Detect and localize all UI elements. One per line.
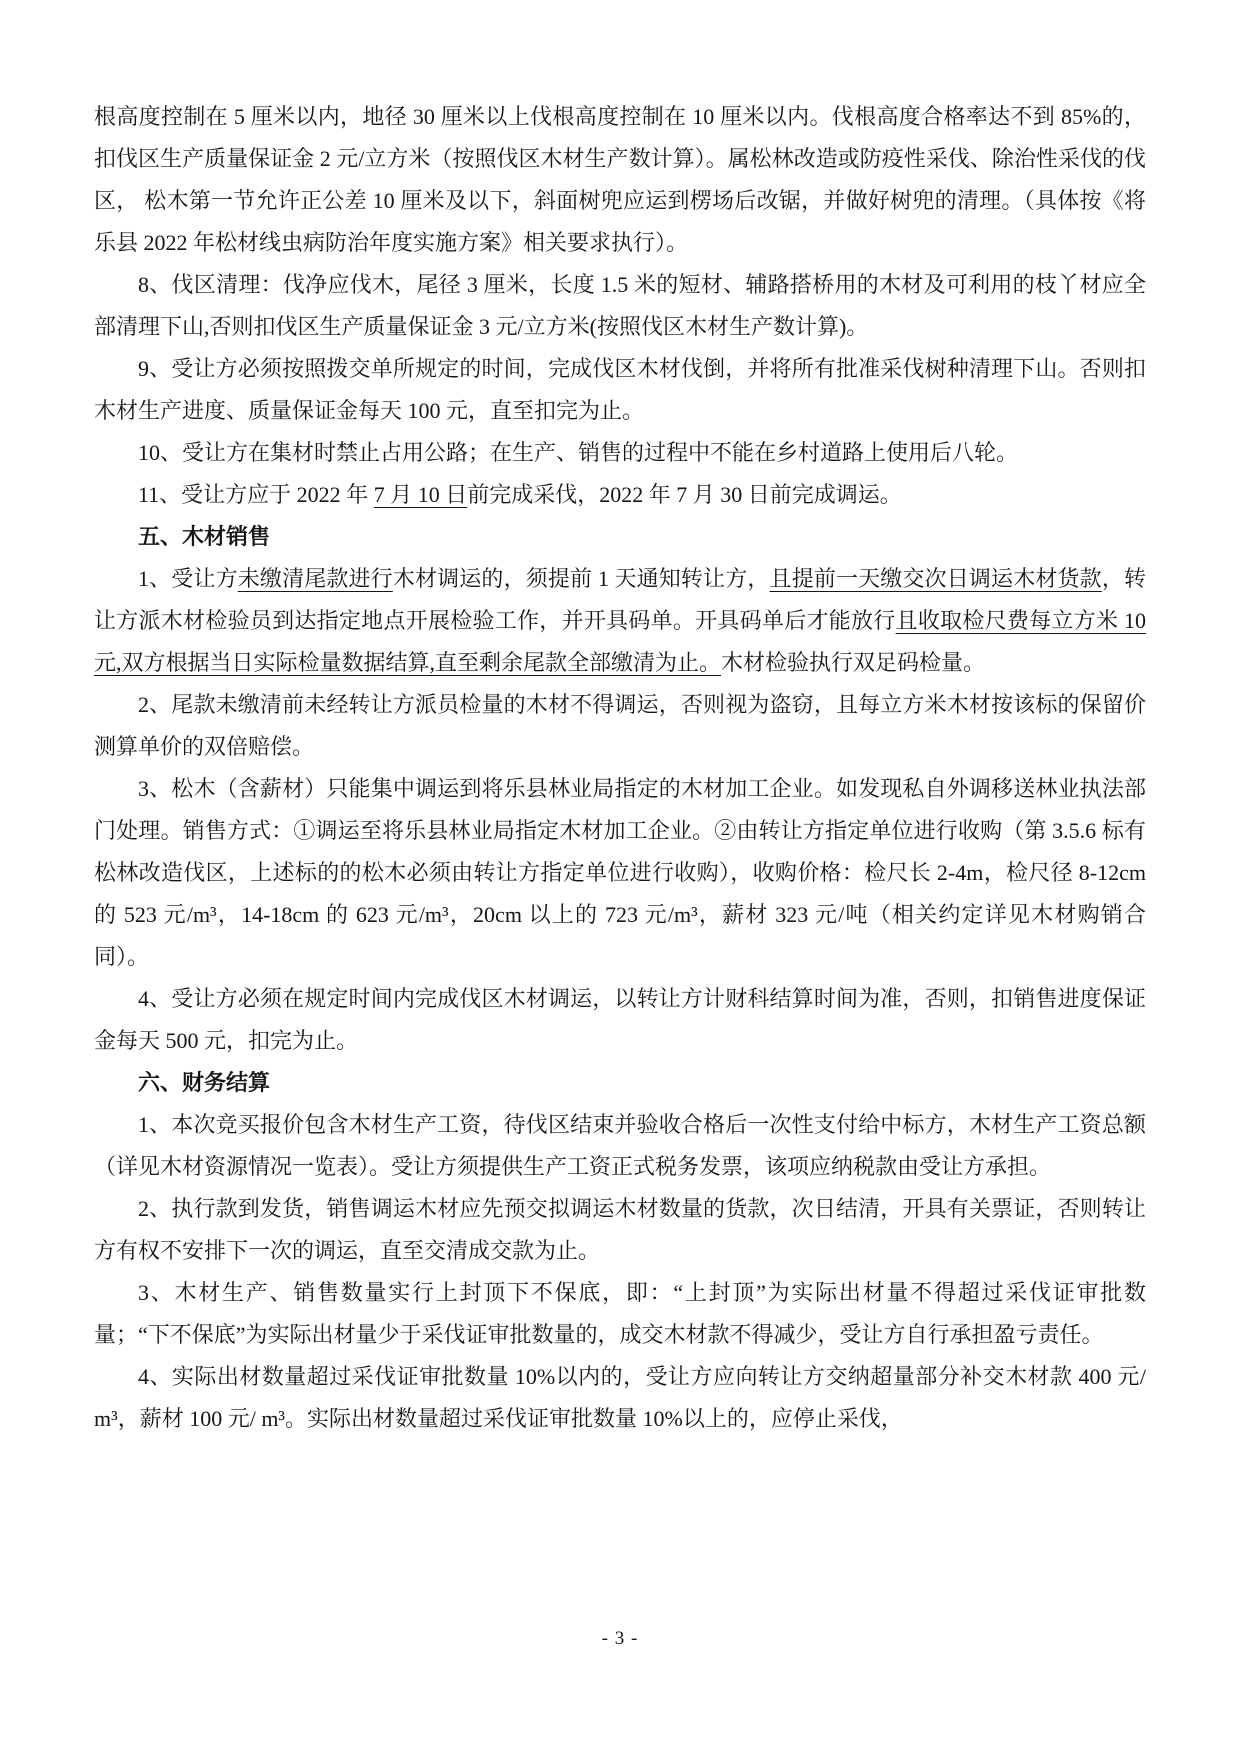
text-segment: 4、受让方必须在规定时间内完成伐区木材调运，以转让方计财科结算时间为准，否则，扣销售进度保证金每天 500 元，扣完为止。 — [94, 986, 1146, 1053]
document-body — [94, 96, 1146, 1440]
underlined-text: 且收取检尺费每立方米 10 元,双方根据当日实际检量数据结算,直至剩余尾款全部缴清为止。 — [94, 608, 1146, 675]
section-heading — [94, 516, 1146, 558]
underlined-text: 且提前一天缴交次日调运木材货款 — [769, 566, 1102, 591]
text-segment: 1、受让方 — [138, 566, 238, 591]
paragraph — [94, 1104, 1146, 1188]
paragraph — [94, 96, 1146, 264]
text-segment: 1、本次竞买报价包含木材生产工资，待伐区结束并验收合格后一次性支付给中标方，木材生产工资总额（详见木材资源情况一览表）。受让方须提供生产工资正式税务发票，该项应纳税款由受让方承担。 — [94, 1112, 1146, 1179]
text-segment: 3、木材生产、销售数量实行上封顶下不保底，即：“上封顶”为实际出材量不得超过采伐证审批数量；“下不保底”为实际出材量少于采伐证审批数量的，成交木材款不得减少，受让方自行承担盈亏责任。 — [94, 1280, 1146, 1347]
text-segment: 前完成采伐，2022 年 7 月 30 日前完成调运。 — [467, 482, 902, 507]
text-segment: 六、财务结算 — [138, 1070, 271, 1095]
text-segment: 2、执行款到发货，销售调运木材应先预交拟调运木材数量的货款，次日结清，开具有关票证，否则转让方有权不安排下一次的调运，直至交清成交款为止。 — [94, 1196, 1146, 1263]
paragraph — [94, 264, 1146, 348]
paragraph — [94, 474, 1146, 516]
text-segment: 8、伐区清理：伐净应伐木，尾径 3 厘米，长度 1.5 米的短材、辅路搭桥用的木材及可利用的枝丫材应全部清理下山,否则扣伐区生产质量保证金 3 元/立方米(按照伐区木材生产数计算)。 — [94, 272, 1146, 339]
text-segment: ，转让方派木材检验员到达指定地点开展检验工作，并开具码单。开具码单后才能放行 — [94, 566, 1146, 633]
section-heading — [94, 1062, 1146, 1104]
text-segment: 3、松木（含薪材）只能集中调运到将乐县林业局指定的木材加工企业。如发现私自外调移送林业执法部门处理。销售方式：①调运至将乐县林业局指定木材加工企业。②由转让方指定单位进行收购（第 3.5.6 标有松林改造伐区，上述标的的松木必须由转让方指定单位进行收购），收购价格：检尺长 2-4m，检尺径 8-12cm 的 523 元/m³，14-18cm 的 623 元/m³，20cm 以上的 723 元/m³，薪材 323 元/吨（相关约定详见木材购销合同）。 — [94, 776, 1146, 969]
paragraph — [94, 1272, 1146, 1356]
text-segment: 木材检验执行双足码检量。 — [721, 650, 986, 675]
paragraph — [94, 768, 1146, 978]
underlined-text: 7 月 10 日 — [373, 482, 468, 507]
paragraph — [94, 558, 1146, 684]
text-segment: 五、木材销售 — [138, 524, 271, 549]
paragraph — [94, 1188, 1146, 1272]
underlined-text: 未缴清尾款进行 — [237, 566, 393, 591]
paragraph — [94, 684, 1146, 768]
text-segment: 2、尾款未缴清前未经转让方派员检量的木材不得调运，否则视为盗窃，且每立方米木材按该标的保留价测算单价的双倍赔偿。 — [94, 692, 1146, 759]
paragraph — [94, 978, 1146, 1062]
text-segment: 9、受让方必须按照拨交单所规定的时间，完成伐区木材伐倒，并将所有批准采伐树种清理下山。否则扣木材生产进度、质量保证金每天 100 元，直至扣完为止。 — [94, 356, 1146, 423]
text-segment: 木材调运的，须提前 1 天通知转让方， — [392, 566, 770, 591]
paragraph — [94, 432, 1146, 474]
text-segment: 10、受让方在集材时禁止占用公路；在生产、销售的过程中不能在乡村道路上使用后八轮。 — [138, 440, 1019, 465]
page-number: - 3 - — [601, 1628, 639, 1649]
text-segment: 11、受让方应于 2022 年 — [138, 482, 374, 507]
paragraph — [94, 1356, 1146, 1440]
text-segment: 根高度控制在 5 厘米以内，地径 30 厘米以上伐根高度控制在 10 厘米以内。伐根高度合格率达不到 85%的，扣伐区生产质量保证金 2 元/立方米（按照伐区木材生产数计算）。属松林改造或防疫性采伐、除治性采伐的伐区， 松木第一节允许正公差 10 厘米及以下，斜面树兜应运到楞场后改锯，并做好树兜的清理。（具体按《将乐县 2022 年松材线虫病防治年度实施方案》相关要求执行）。 — [94, 104, 1146, 255]
paragraph — [94, 348, 1146, 432]
text-segment: 4、实际出材数量超过采伐证审批数量 10%以内的，受让方应向转让方交纳超量部分补交木材款 400 元/ m³，薪材 100 元/ m³。实际出材数量超过采伐证审批数量 10%以上的，应停止采伐， — [94, 1364, 1146, 1431]
